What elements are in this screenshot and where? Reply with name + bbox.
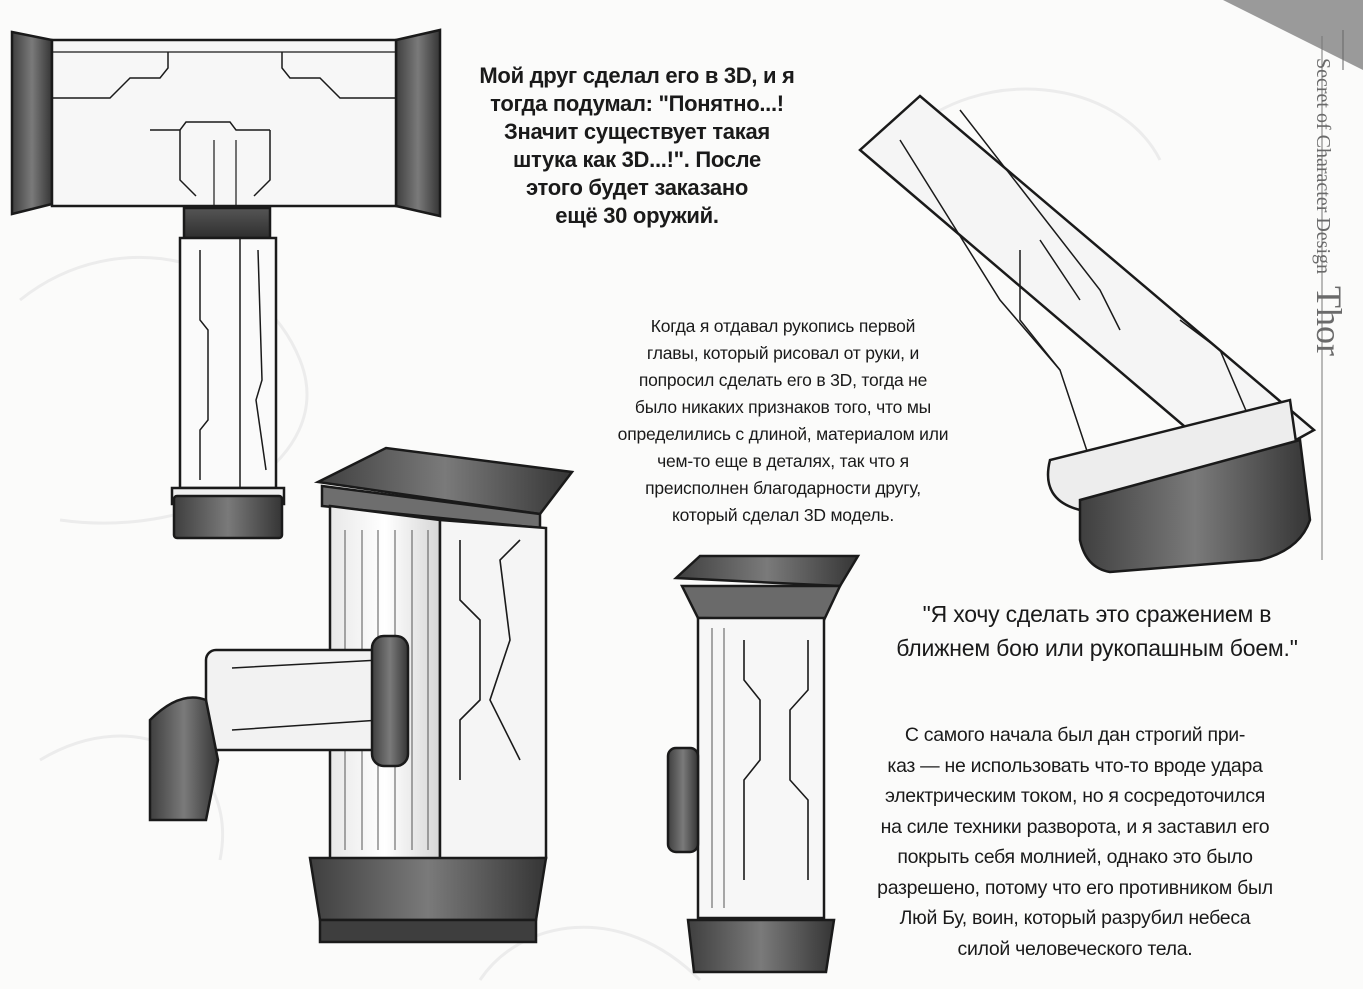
text-line: ближнем бою или рукопашным боем."	[896, 635, 1298, 661]
text-line: разрешено, потому что его противником был	[877, 876, 1273, 899]
text-line: преисполнен благодарности другу,	[645, 478, 921, 498]
text-line: электрическим током, но я сосредоточился	[884, 785, 1266, 807]
text-line: "Я хочу сделать это сражением в	[922, 601, 1272, 627]
text-line: на силе техники разворота, и я заставил его	[880, 815, 1270, 838]
text-line: Значит существует такая	[504, 119, 770, 144]
text-line: каз — не использовать что-то вроде удара	[887, 754, 1263, 777]
hammer-side-view	[668, 556, 858, 972]
text-line: тогда подумал: "Понятно...!	[490, 91, 784, 116]
text-line: определились с длиной, материалом или	[617, 424, 949, 444]
side-label-subtitle: Secret of Character Design	[1312, 58, 1334, 275]
text-line: Мой друг сделал его в 3D, и я	[479, 63, 795, 88]
text-quote	[872, 597, 1322, 665]
text-manuscript-note	[578, 313, 988, 529]
text-line: силой человеческого тела.	[957, 937, 1193, 960]
text-line: покрыть себя молнией, однако это было	[897, 846, 1253, 868]
text-line: попросил сделать его в 3D, тогда не	[638, 370, 928, 390]
text-line: С самого начала был дан строгий при-	[904, 724, 1246, 746]
side-label-title: Thor	[1309, 286, 1349, 356]
text-line: который сделал 3D модель.	[672, 505, 894, 525]
text-line: Когда я отдавал рукопись первой	[650, 316, 916, 336]
text-line: этого будет заказано	[526, 175, 748, 200]
text-line: ещё 30 оружий.	[555, 203, 719, 228]
text-line: чем-то еще в деталях, так что я	[657, 451, 909, 471]
text-order-note	[870, 720, 1280, 964]
text-3d-model-note	[462, 62, 812, 230]
text-line: главы, который рисовал от руки, и	[646, 343, 920, 363]
text-line: Люй Бу, воин, который разрубил небеса	[899, 907, 1251, 929]
text-line: было никаких признаков того, что мы	[634, 397, 932, 417]
text-line: штука как 3D...!". После	[513, 147, 761, 172]
